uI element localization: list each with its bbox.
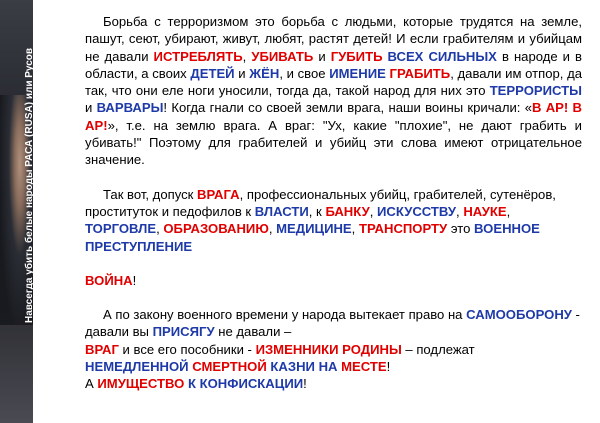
paragraph-1: [85, 13, 582, 169]
red-term: В АР! В АР!: [85, 100, 582, 133]
blue-term: ТЕРРОРИСТЫ: [489, 83, 582, 99]
blue-term: ДЕТЕЙ: [190, 65, 235, 81]
red-term: ИСТРЕБЛЯТЬ: [153, 48, 243, 64]
text: ,: [351, 221, 359, 237]
text: ,: [369, 203, 378, 219]
red-term: ТРАНСПОРТУ: [358, 221, 448, 237]
text: А: [85, 376, 98, 392]
page-indicator: [30, 315, 53, 383]
text: Так вот, допуск: [103, 186, 198, 202]
red-term: НАУКЕ: [463, 203, 507, 219]
text: Борьба с терроризмом это борьба с людьми, которые трудятся на земле, пашут, сеют, убирают, живут, любят, растят детей! И если грабителям и убийцам не давали: [85, 14, 582, 64]
text: - давали вы: [85, 307, 580, 340]
blue-term: ВЛАСТИ: [254, 203, 309, 219]
red-term: СМЕРТНОЙ: [192, 359, 267, 375]
text: », т.е. на землю врага. А враг: "Ух, какие "плохие", не дают грабить и убивать!" Поэтому для грабителей и убийц эти слова имеют отрицательное значение.: [85, 117, 582, 168]
red-term: МЕСТЕ: [341, 359, 387, 375]
text: ! Когда гнали со своей земли врага, наши воины кричали: «: [163, 100, 532, 116]
paragraph-4: [85, 306, 582, 392]
blue-term: ИСКУССТВУ: [377, 203, 457, 219]
blue-term: ТОРГОВЛЕ: [85, 221, 157, 237]
red-term: УБИВАТЬ: [251, 48, 314, 64]
red-term: ВОЙНА: [85, 272, 133, 288]
red-term: ИМУЩЕСТВО: [97, 376, 185, 392]
page-number: 14: [30, 314, 52, 335]
blue-term: ИМЕНИЕ: [329, 65, 386, 81]
text: , профессиональных убийц, грабителей, сутенёров, проституток и педофилов к: [85, 186, 556, 219]
blue-term: НЕМЕДЛЕННОЙ: [85, 359, 189, 375]
text: !: [303, 376, 307, 392]
text: это: [447, 221, 475, 237]
text: – подлежат: [401, 341, 475, 357]
blue-term: ПРИСЯГУ: [152, 324, 215, 340]
text: А по закону военного времени у народа вытекает право на: [103, 307, 467, 323]
text: ,: [268, 221, 277, 237]
page-label: Страница: [38, 337, 50, 383]
blue-term: МЕДИЦИНЕ: [276, 221, 352, 237]
paragraph-3: [85, 272, 582, 289]
red-term: БАНКУ: [325, 203, 370, 219]
red-term: ВРАГА: [197, 186, 240, 202]
text: не давали –: [214, 324, 292, 340]
text: ,: [242, 48, 252, 64]
blue-term: КАЗНИ НА: [270, 359, 338, 375]
text: , к: [308, 203, 326, 219]
text: !: [386, 359, 391, 375]
blue-term: ВОЕННОЕ ПРЕСТУПЛЕНИЕ: [85, 221, 540, 254]
blue-term: ЖЁН: [249, 65, 280, 81]
text: ,: [456, 203, 464, 219]
document-title: Навсегда убить белые народы РАСА (RUSA) или Русов: [24, 47, 35, 323]
text: и: [234, 65, 250, 81]
red-term: ВРАГ: [85, 341, 119, 357]
text: ,: [156, 221, 164, 237]
text: !: [132, 272, 137, 288]
text: и все его пособники -: [118, 341, 256, 357]
text: ,: [506, 203, 511, 219]
red-term: ИЗМЕННИКИ РОДИНЫ: [255, 341, 402, 357]
sidebar-strip: [0, 0, 52, 423]
blue-term: ВАРВАРЫ: [96, 100, 164, 116]
text: в народе и в области, а своих: [85, 48, 582, 81]
main-text: [85, 13, 582, 393]
blue-term: К КОНФИСКАЦИИ: [188, 376, 304, 392]
text: и: [85, 100, 97, 116]
red-term: ГУБИТЬ: [330, 48, 383, 64]
red-term: ОБРАЗОВАНИЮ: [163, 221, 269, 237]
blue-term: САМООБОРОНУ: [466, 307, 572, 323]
paragraph-2: [85, 186, 582, 255]
text: , и свое: [279, 65, 330, 81]
red-term: ГРАБИТЬ: [389, 65, 451, 81]
text: , давали им отпор, да так, что они еле ноги уносили, тогда да, такой народ для них это: [85, 65, 582, 99]
text: и: [313, 48, 331, 64]
blue-term: ВСЕХ СИЛЬНЫХ: [387, 48, 497, 64]
